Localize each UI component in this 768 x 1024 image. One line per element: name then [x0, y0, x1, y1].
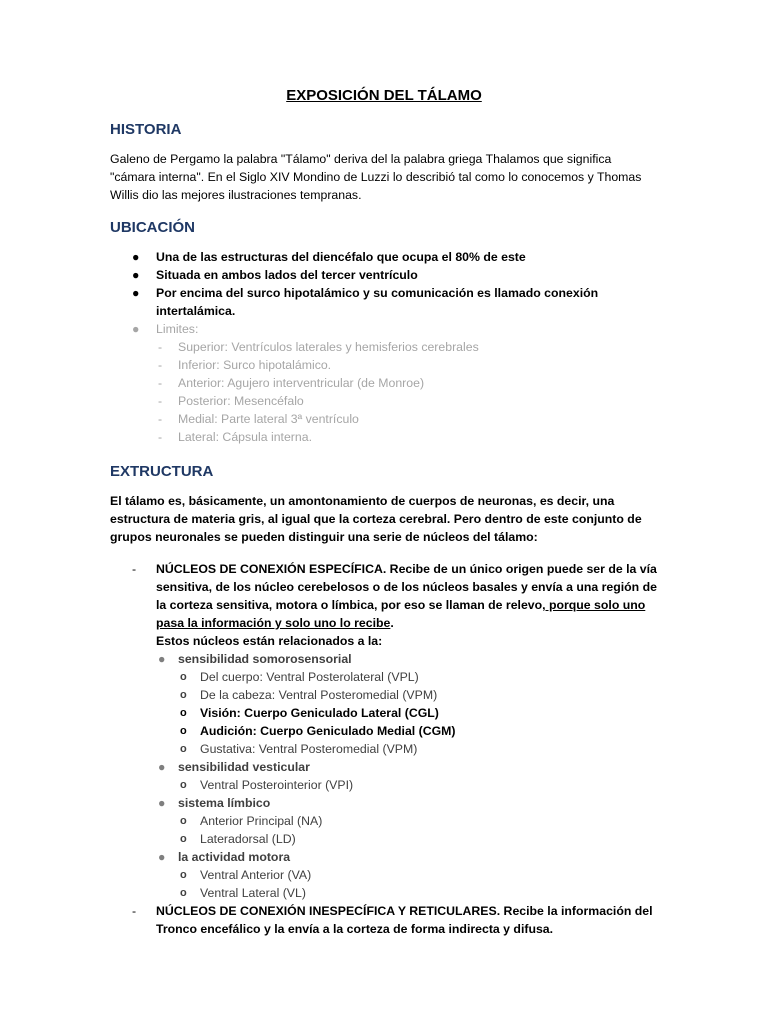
bullet-icon: ● [158, 850, 166, 864]
category-name: sistema límbico [178, 796, 271, 810]
category-item [156, 650, 658, 758]
limits-list [156, 338, 658, 446]
list-item [110, 248, 658, 266]
circle-bullet-icon: o [180, 671, 187, 683]
subitem-text: Ventral Posterointerior (VPI) [200, 778, 354, 792]
especifica-underlined: , porque solo uno pasa la información y solo uno lo recibe [156, 598, 646, 630]
subitem-text: Lateradorsal (LD) [200, 832, 296, 846]
circle-bullet-icon: o [180, 779, 187, 791]
subitem-list [178, 776, 658, 794]
heading-extructura: EXTRUCTURA [110, 463, 214, 480]
nucleos-especifica-item [110, 560, 658, 902]
especifica-title: NÚCLEOS DE CONEXIÓN ESPECÍFICA. [156, 562, 387, 576]
dash-icon: - [158, 412, 163, 426]
heading-historia: HISTORIA [110, 121, 182, 138]
limit-text: Anterior: Agujero interventricular (de Monroe) [178, 376, 425, 390]
circle-bullet-icon: o [180, 689, 187, 701]
subitem-list [178, 668, 658, 758]
list-item [156, 356, 658, 374]
list-item [110, 284, 658, 320]
inespecifica-block [156, 902, 658, 938]
ubicacion-list [110, 248, 658, 446]
bullet-icon: ● [158, 652, 166, 666]
subitem-list [178, 866, 658, 902]
page-title: EXPOSICIÓN DEL TÁLAMO [286, 87, 482, 104]
list-item [156, 392, 658, 410]
list-item-text: Situada en ambos lados del tercer ventrículo [156, 268, 418, 282]
document-page [110, 86, 658, 938]
extructura-paragraph: El tálamo es, básicamente, un amontonamiento de cuerpos de neuronas, es decir, una estructura de materia gris, al igual que la corteza cerebral. Pero dentro de este conjunto de grupos neuronales se pueden distinguir una serie de núcleos del tálamo: [110, 494, 642, 544]
especifica-end: . [390, 616, 394, 630]
circle-bullet-icon: o [180, 707, 187, 719]
inespecifica-text: Recibe la información del Tronco encefálico y la envía a la corteza de forma indirecta y difusa. [156, 904, 653, 936]
category-item [156, 794, 658, 848]
subitem-text: Ventral Lateral (VL) [200, 886, 306, 900]
subitem-text: Audición: Cuerpo Geniculado Medial (CGM) [200, 724, 456, 738]
subitem-text: Ventral Anterior (VA) [200, 868, 312, 882]
list-item-text: Una de las estructuras del diencéfalo que ocupa el 80% de este [156, 250, 526, 264]
limit-text: Medial: Parte lateral 3ª ventrículo [178, 412, 359, 426]
category-name: sensibilidad vesticular [178, 760, 310, 774]
subitem-list [178, 812, 658, 848]
dash-icon: - [158, 430, 163, 444]
circle-bullet-icon: o [180, 887, 187, 899]
limits-label: Limites: [156, 322, 199, 336]
subitem-text: De la cabeza: Ventral Posteromedial (VPM) [200, 688, 438, 702]
bullet-icon: ● [158, 760, 166, 774]
category-name: sensibilidad somorosensorial [178, 652, 352, 666]
list-item [178, 668, 658, 686]
list-item [178, 812, 658, 830]
limit-text: Superior: Ventrículos laterales y hemisferios cerebrales [178, 340, 479, 354]
dash-icon: - [158, 376, 163, 390]
bullet-icon: ● [132, 250, 140, 264]
historia-paragraph: Galeno de Pergamo la palabra "Tálamo" deriva del la palabra griega Thalamos que significa "cámara interna". En el Siglo XIV Mondino de Luzzi lo describió tal como lo conocemos y Thomas Willis dio las mejores ilustraciones tempranas. [110, 152, 642, 202]
limit-text: Posterior: Mesencéfalo [178, 394, 304, 408]
limit-text: Inferior: Surco hipotalámico. [178, 358, 332, 372]
list-item [110, 266, 658, 284]
circle-bullet-icon: o [180, 869, 187, 881]
especifica-text: Recibe de un único origen puede ser de la vía sensitiva, de los núcleo cerebelosos o de los núcleos basales y envía a una región de la corteza sensitiva, motora o límbica, por eso se llaman de relevo [156, 562, 657, 612]
subitem-text: Gustativa: Ventral Posteromedial (VPM) [200, 742, 418, 756]
especifica-relation: Estos núcleos están relacionados a la: [156, 634, 383, 648]
heading-ubicacion: UBICACIÓN [110, 219, 195, 236]
subitem-text: Visión: Cuerpo Geniculado Lateral (CGL) [200, 706, 439, 720]
dash-icon: - [132, 562, 137, 576]
circle-bullet-icon: o [180, 833, 187, 845]
list-item [178, 722, 658, 740]
inespecifica-title: NÚCLEOS DE CONEXIÓN INESPECÍFICA Y RETICULARES. [156, 904, 501, 918]
list-item [178, 884, 658, 902]
bullet-icon: ● [132, 322, 140, 336]
bullet-icon: ● [132, 268, 140, 282]
bullet-icon: ● [158, 796, 166, 810]
category-item [156, 758, 658, 794]
category-name: la actividad motora [178, 850, 291, 864]
circle-bullet-icon: o [180, 743, 187, 755]
bullet-icon: ● [132, 286, 140, 300]
subitem-text: Anterior Principal (NA) [200, 814, 323, 828]
circle-bullet-icon: o [180, 815, 187, 827]
category-item [156, 848, 658, 902]
list-item [156, 410, 658, 428]
list-item [156, 374, 658, 392]
list-item [178, 830, 658, 848]
list-item [178, 866, 658, 884]
circle-bullet-icon: o [180, 725, 187, 737]
dash-icon: - [132, 904, 137, 918]
category-list [156, 650, 658, 902]
limits-item [110, 320, 658, 446]
subitem-text: Del cuerpo: Ventral Posterolateral (VPL) [200, 670, 419, 684]
list-item [178, 704, 658, 722]
list-item [156, 338, 658, 356]
list-item [178, 776, 658, 794]
nucleos-list [110, 560, 658, 938]
list-item-text: Por encima del surco hipotalámico y su comunicación es llamado conexión intertalámica. [156, 286, 599, 318]
list-item [178, 686, 658, 704]
dash-icon: - [158, 340, 163, 354]
list-item [178, 740, 658, 758]
dash-icon: - [158, 358, 163, 372]
especifica-block [156, 560, 658, 632]
nucleos-inespecifica-item [110, 902, 658, 938]
limit-text: Lateral: Cápsula interna. [178, 430, 312, 444]
list-item [156, 428, 658, 446]
dash-icon: - [158, 394, 163, 408]
